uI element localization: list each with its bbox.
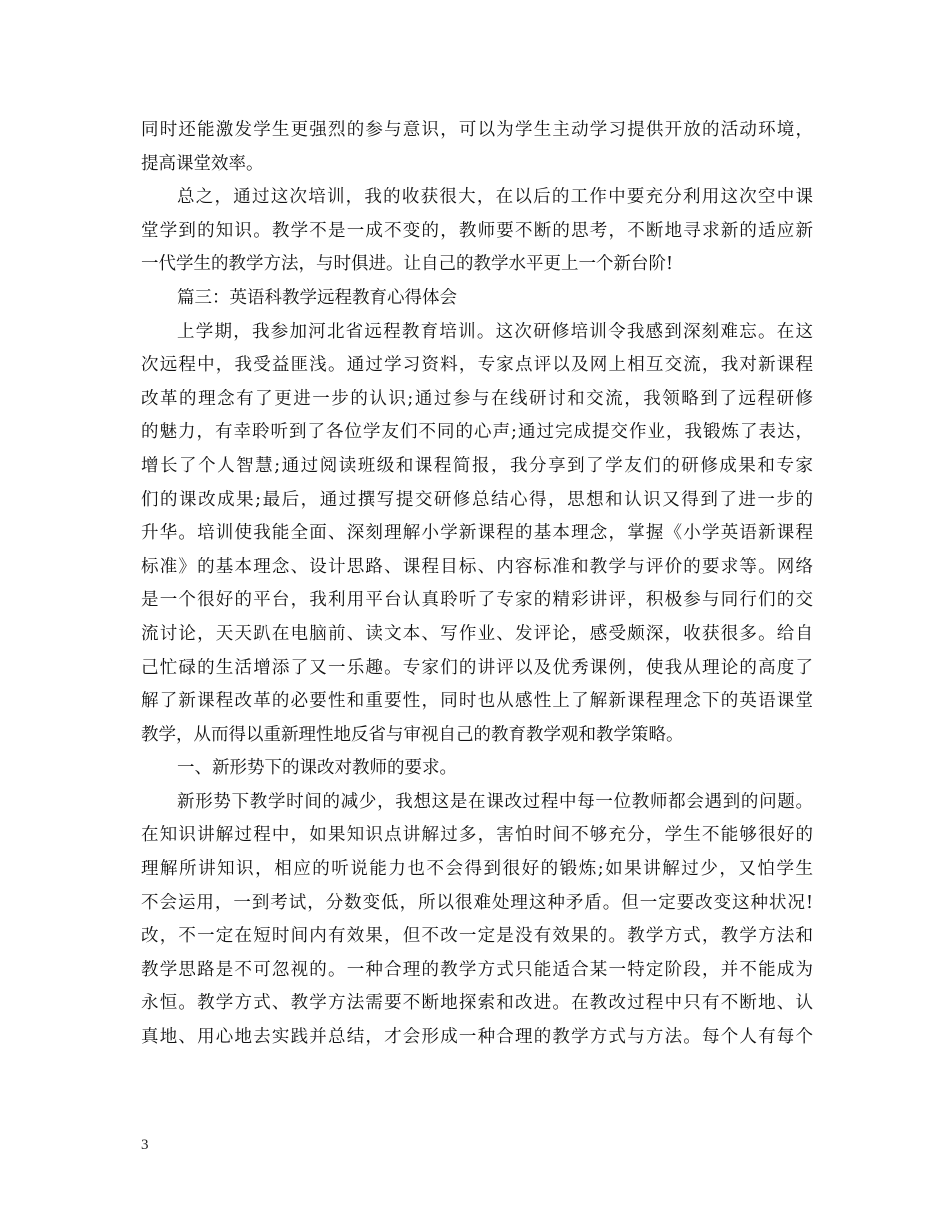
text-line: 上学期，我参加河北省远程教育培训。这次研修培训令我感到深刻难忘。在这 [177,321,813,342]
text-line: 在知识讲解过程中，如果知识点讲解过多，害怕时间不够充分，学生不能够很好的 [141,825,813,846]
text-line: 解了新课程改革的必要性和重要性，同时也从感性上了解新课程理念下的英语课堂 [141,691,813,712]
text-line: 改革的理念有了更进一步的认识;通过参与在线研讨和交流，我领略到了远程研修 [141,388,813,409]
page-number: 3 [141,1137,149,1153]
text-line: 永恒。教学方式、教学方法需要不断地探索和改进。在教改过程中只有不断地、认 [141,993,813,1014]
text-line: 篇三：英语科教学远程教育心得体会 [177,287,457,308]
text-line: 们的课改成果;最后，通过撰写提交研修总结心得，思想和认识又得到了进一步的 [141,489,813,510]
text-line: 次远程中，我受益匪浅。通过学习资料，专家点评以及网上相互交流，我对新课程 [141,355,813,376]
document-body [141,114,813,1055]
text-line: 教学，从而得以重新理性地反省与审视自己的教育教学观和教学策略。 [141,724,684,745]
text-line: 流讨论，天天趴在电脑前、读文本、写作业、发评论，感受颇深，收获很多。给自 [141,623,813,644]
text-line: 教学思路是不可忽视的。一种合理的教学方式只能适合某一特定阶段，并不能成为 [141,959,813,980]
text-line: 一、新形势下的课改对教师的要求。 [177,758,457,779]
text-line: 提高课堂效率。 [141,153,264,174]
text-line: 一代学生的教学方法，与时俱进。让自己的教学水平更上一个新台阶! [141,254,674,275]
text-line: 己忙碌的生活增添了又一乐趣。专家们的讲评以及优秀课例，使我从理论的高度了 [141,657,813,678]
text-line: 理解所讲知识，相应的听说能力也不会得到很好的锻炼;如果讲解过少，又怕学生 [141,859,813,880]
text-line: 新形势下教学时间的减少，我想这是在课改过程中每一位教师都会遇到的问题。 [177,791,813,812]
text-line: 堂学到的知识。教学不是一成不变的，教师要不断的思考，不断地寻求新的适应新 [141,220,813,241]
text-line: 增长了个人智慧;通过阅读班级和课程简报，我分享到了学友们的研修成果和专家 [141,455,813,476]
text-line: 的魅力，有幸聆听到了各位学友们不同的心声;通过完成提交作业，我锻炼了表达， [141,422,813,443]
text-line: 真地、用心地去实践并总结，才会形成一种合理的教学方式与方法。每个人有每个 [141,1027,813,1048]
text-line: 不会运用，一到考试，分数变低，所以很难处理这种矛盾。但一定要改变这种状况! [141,892,813,913]
text-line: 标准》的基本理念、设计思路、课程目标、内容标准和教学与评价的要求等。网络 [141,556,813,577]
text-line: 同时还能激发学生更强烈的参与意识，可以为学生主动学习提供开放的活动环境， [141,120,813,140]
text-line: 是一个很好的平台，我利用平台认真聆听了专家的精彩讲评，积极参与同行们的交 [141,590,813,611]
text-line: 总之，通过这次培训，我的收获很大，在以后的工作中要充分利用这次空中课 [177,187,813,208]
text-line: 升华。培训使我能全面、深刻理解小学新课程的基本理念，掌握《小学英语新课程 [141,523,813,544]
text-line: 改，不一定在短时间内有效果，但不改一定是没有效果的。教学方式，教学方法和 [141,926,813,947]
